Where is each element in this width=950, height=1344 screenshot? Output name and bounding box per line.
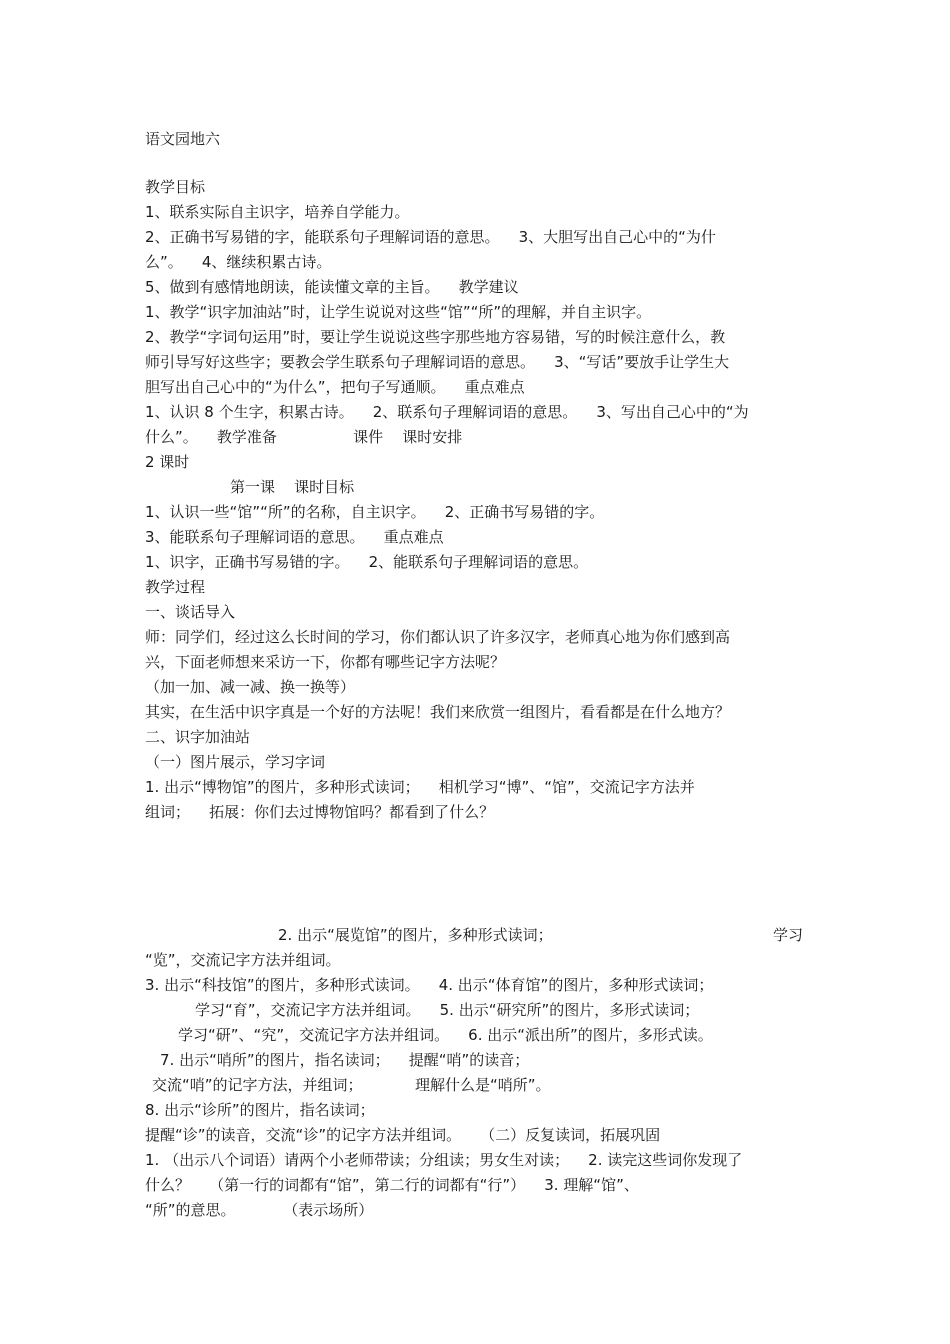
- text-line: 2、正确书写易错的字，能联系句子理解词语的意思。 3、大胆写出自己心中的“为什: [145, 228, 716, 246]
- text-line: 提醒“诊”的读音，交流“诊”的记字方法并组词。 （二）反复读词，拓展巩固: [145, 1126, 661, 1144]
- text-line: 7. 出示“哨所”的图片，指名读词； 提醒“哨”的读音；: [160, 1051, 530, 1069]
- text-line: “览”，交流记字方法并组词。: [145, 951, 341, 969]
- text-line: 8. 出示“诊所”的图片，指名读词；: [145, 1101, 375, 1119]
- text-line: 交流“哨”的记字方法，并组词； 理解什么是“哨所”。: [152, 1076, 551, 1094]
- text-line: 兴，下面老师想来采访一下，你都有哪些记字方法呢？: [145, 653, 506, 671]
- text-line: 2 课时: [145, 453, 190, 471]
- text-line: 什么？ （第一行的词都有“馆”，第二行的词都有“行”） 3. 理解“馆”、: [145, 1176, 639, 1194]
- text-line: 其实，在生活中识字真是一个好的方法呢！我们来欣赏一组图片，看看都是在什么地方？: [145, 703, 731, 721]
- text-line: 一、谈话导入: [145, 603, 236, 621]
- text-line: 3. 出示“科技馆”的图片，多种形式读词。 4. 出示“体育馆”的图片，多种形式读词；: [145, 976, 714, 994]
- lesson-heading: 第一课 课时目标: [230, 478, 355, 496]
- text-line: 1. （出示八个词语）请两个小老师带读；分组读；男女生对读； 2. 读完这些词你发现了: [145, 1151, 743, 1169]
- text-line: 3、能联系句子理解词语的意思。 重点难点: [145, 528, 444, 546]
- text-line: 1、认识一些“馆”“所”的名称，自主识字。 2、正确书写易错的字。: [145, 503, 605, 521]
- doc-title: 语文园地六: [145, 130, 221, 148]
- text-line: 教学目标: [145, 178, 206, 196]
- text-line: （一）图片展示，学习字词: [145, 753, 326, 771]
- text-line: 1、联系实际自主识字，培养自学能力。: [145, 203, 410, 221]
- text-line: 5、做到有感情地朗读，能读懂文章的主旨。 教学建议: [145, 278, 519, 296]
- text-line: （加一加、减一减、换一换等）: [145, 678, 356, 696]
- text-line: 2. 出示“展览馆”的图片，多种形式读词；: [278, 926, 553, 944]
- text-line: 组词； 拓展：你们去过博物馆吗？都看到了什么？: [145, 803, 495, 821]
- text-line: 什么”。 教学准备 课件 课时安排: [145, 428, 463, 446]
- text-line: 师引导写好这些字；要教会学生联系句子理解词语的意思。 3、“写话”要放手让学生大: [145, 353, 730, 371]
- text-line: 1、认识 8 个生字，积累古诗。 2、联系句子理解词语的意思。 3、写出自己心中的“为: [145, 403, 749, 421]
- text-line: 二、识字加油站: [145, 728, 251, 746]
- text-line: 么”。 4、继续积累古诗。: [145, 253, 332, 271]
- text-line: 1. 出示“博物馆”的图片，多种形式读词； 相机学习“博”、“馆”，交流记字方法并: [145, 778, 695, 796]
- text-line: 学习“育”，交流记字方法并组词。 5. 出示“研究所”的图片，多形式读词；: [195, 1001, 700, 1019]
- text-line: 胆写出自己心中的“为什么”，把句子写通顺。 重点难点: [145, 378, 525, 396]
- text-line: 学习: [773, 926, 804, 944]
- text-line: 教学过程: [145, 578, 206, 596]
- text-line: 2、教学“字词句运用”时，要让学生说说这些字那些地方容易错，写的时候注意什么，教: [145, 328, 726, 346]
- text-line: 1、识字，正确书写易错的字。 2、能联系句子理解词语的意思。: [145, 553, 589, 571]
- text-line: 师：同学们，经过这么长时间的学习，你们都认识了许多汉字，老师真心地为你们感到高: [145, 628, 731, 646]
- text-line: 1、教学“识字加油站”时，让学生说说对这些“馆”“所”的理解，并自主识字。: [145, 303, 652, 321]
- text-line: “所”的意思。 （表示场所）: [145, 1201, 374, 1219]
- text-line: 学习“研”、“究”，交流记字方法并组词。 6. 出示“派出所”的图片，多形式读。: [178, 1026, 713, 1044]
